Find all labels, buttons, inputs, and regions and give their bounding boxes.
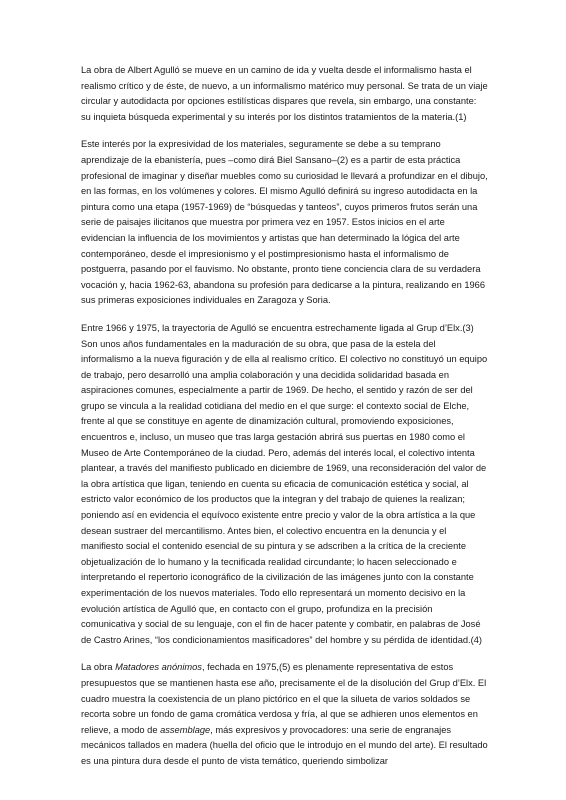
paragraph-intro: La obra de Albert Agulló se mueve en un camino de ida y vuelta desde el informalismo hasta el realismo crítico y de éste, de nuevo, a un informalismo matérico muy personal. Se trata de un viaje circular y autodidacta por opciones estilísticas dispares que revela, sin embargo, una constante: su inquieta búsqueda experimental y su interés por los distintos tratamientos de la materia.(1) — [81, 65, 488, 122]
paragraph-materials: Este interés por la expresividad de los materiales, seguramente se debe a su temprano aprendizaje de la ebanistería, pues –como dirá Biel Sansano–(2) es a partir de esta práctica profesional de imaginar y diseñar muebles como su curiosidad le llevará a profundizar en el dibujo, en las formas, en los volúmenes y colores. El mismo Agulló definirá su ingreso autodidacta en la pintura como una etapa (1957-1969) de “búsquedas y tanteos”, cuyos primeros frutos serán una serie de paisajes ilicitanos que muestra por primera vez en 1957. Estos inicios en el arte evidencian la influencia de los movimientos y artistas que han determinado la lógica del arte contemporáneo, desde el impresionismo y el postimpresionismo hasta el informalismo de postguerra, pasando por el fauvismo. No obstante, pronto tiene conciencia clara de su verdadera vocación y, hacia 1962-63, abandona su profesión para dedicarse a la pintura, realizando en 1966 sus primeras exposiciones individuales en Zaragoza y Soria. — [81, 139, 488, 306]
artwork-title: Matadores anónimos — [115, 662, 202, 673]
paragraph-matadores-text-1: La obra — [81, 662, 116, 673]
paragraph-grup-delx: Entre 1966 y 1975, la trayectoria de Agulló se encuentra estrechamente ligada al Grup d’Elx.(3) Son unos años fundamentales en la maduración de su obra, que pasa de la estela del informalismo a la nueva figuración y de ella al realismo crítico. El colectivo no constituyó un equipo de trabajo, pero desarrolló una amplia colaboración y una decidida solidaridad basada en aspiraciones comunes, especialmente a partir de 1969. De hecho, el sentido y razón de ser del grupo se vincula a la realidad cotidiana del medio en el que surge: el contexto social de Elche, frente al que se constituye en agente de dinamización cultural, promoviendo exposiciones, encuentros e, incluso, un museo que tras larga gestación abrirá sus puertas en 1980 como el Museo de Arte Contemporáneo de la ciudad. Pero, además del interés local, el colectivo intenta plantear, a través del manifiesto publicado en diciembre de 1969, una reconsideración del valor de la obra artística que ligan, teniendo en cuenta su eficacia de comunicación estética y social, al estricto valor económico de los productos que la integran y del trabajo de quienes la realizan; poniendo así en evidencia el equívoco existente entre precio y valor de la obra artística a la que desean sustraer del mercantilismo. Antes bien, el colectivo encuentra en la denuncia y el manifiesto social el contenido esencial de su pintura y se adscriben a la crítica de la creciente objetualización de lo humano y la tecnificada realidad circundante; lo hacen seleccionado e interpretando el repertorio iconográfico de la civilización de las imágenes junto con la constante experimentación de los nuevos materiales. Todo ello representará un momento decisivo en la evolución artística de Agulló que, en contacto con el grupo, profundiza en la precisión comunicativa y social de su lenguaje, con el fin de hacer patente y combatir, en palabras de José de Castro Arines, “los condicionamientos masificadores” del hombre y su pérdida de identidad.(4) — [81, 322, 488, 645]
assemblage-term: assemblage — [160, 724, 211, 735]
paragraph-matadores — [81, 660, 488, 769]
paragraph-matadores-text-2: , fechada en 1975,(5) es plenamente representativa de estos presupuestos que se mantienen hasta ese año, precisamente el de la disolución del Grup d’Elx. El cuadro muestra la coexistencia de un plano pictórico en el que la silueta de varios soldados se recorta sobre un fondo de gama cromática verdosa y fría, al que se adhieren unos elementos en relieve, a modo de — [81, 662, 487, 735]
paragraph-matadores-text-3: , más expresivos y provocadores: una serie de engranajes mecánicos tallados en madera (huella del oficio que le introdujo en el mundo del arte). El resultado es una pintura dura desde el punto de vista temático, queriendo simbolizar — [81, 724, 488, 766]
